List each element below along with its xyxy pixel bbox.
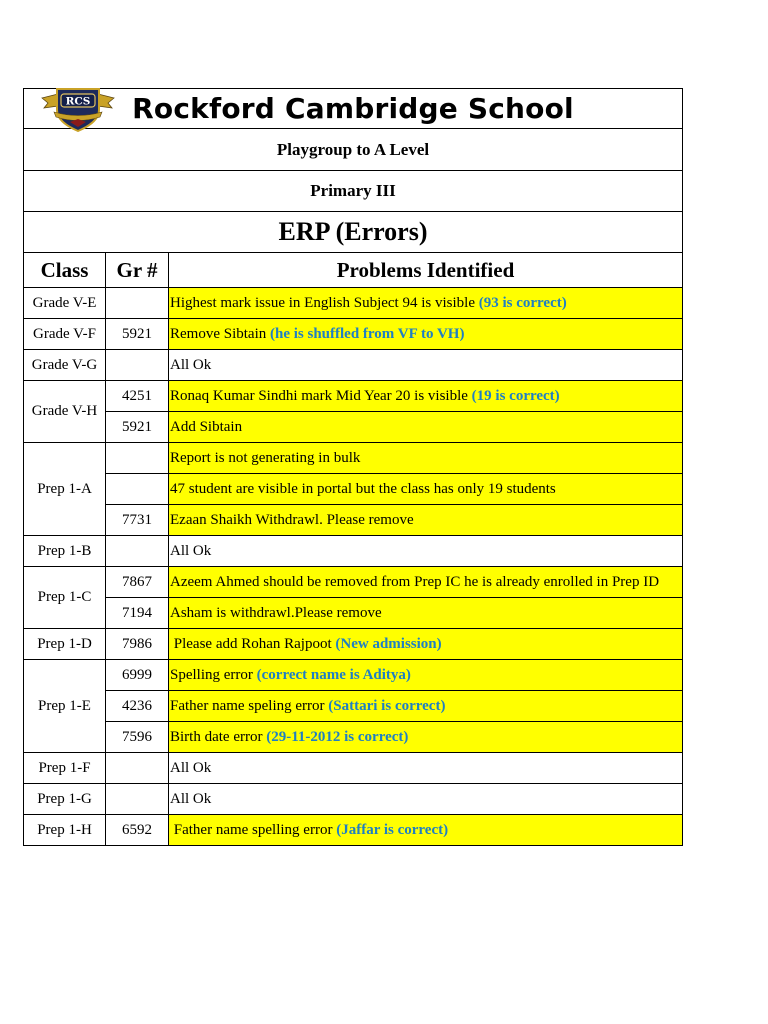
table-row xyxy=(24,412,683,443)
gr-cell xyxy=(106,753,169,784)
gr-cell: 5921 xyxy=(106,412,169,443)
table-row xyxy=(24,598,683,629)
table-row xyxy=(24,319,683,350)
problem-cell xyxy=(169,598,683,629)
problem-cell xyxy=(169,288,683,319)
class-cell: Prep 1-C xyxy=(24,567,106,629)
error-report-sheet xyxy=(23,88,683,846)
gr-cell: 5921 xyxy=(106,319,169,350)
error-table xyxy=(23,88,683,846)
class-cell: Prep 1-E xyxy=(24,660,106,753)
problem-text: 47 student are visible in portal but the class has only 19 students xyxy=(170,480,556,497)
problem-text: Spelling error xyxy=(170,666,257,683)
problem-text: All Ok xyxy=(170,790,212,807)
problem-text: Birth date error xyxy=(170,728,267,745)
title-row xyxy=(24,89,683,129)
gr-cell: 4251 xyxy=(106,381,169,412)
problem-cell xyxy=(169,784,683,815)
gr-cell xyxy=(106,350,169,381)
section-title: Primary III xyxy=(24,171,683,212)
table-row xyxy=(24,567,683,598)
problem-text: Father name speling error xyxy=(170,697,329,714)
class-cell: Grade V-F xyxy=(24,319,106,350)
class-cell: Prep 1-A xyxy=(24,443,106,536)
header-gr: Gr # xyxy=(106,253,169,288)
tagline: Playgroup to A Level xyxy=(24,129,683,171)
school-logo xyxy=(40,86,116,132)
problem-text: All Ok xyxy=(170,356,212,373)
problem-cell xyxy=(169,350,683,381)
problem-text: Highest mark issue in English Subject 94 is visible xyxy=(170,294,479,311)
problem-cell xyxy=(169,443,683,474)
logo-monogram: RCS xyxy=(65,95,91,108)
class-cell: Grade V-E xyxy=(24,288,106,319)
table-row xyxy=(24,536,683,567)
gr-cell: 6592 xyxy=(106,815,169,846)
gr-cell xyxy=(106,288,169,319)
class-cell: Grade V-H xyxy=(24,381,106,443)
gr-cell: 6999 xyxy=(106,660,169,691)
problem-cell xyxy=(169,629,683,660)
table-row xyxy=(24,381,683,412)
gr-cell: 7194 xyxy=(106,598,169,629)
problem-cell xyxy=(169,319,683,350)
problem-text: Remove Sibtain xyxy=(170,325,270,342)
table-row xyxy=(24,350,683,381)
problem-cell xyxy=(169,691,683,722)
problem-text: Ronaq Kumar Sindhi mark Mid Year 20 is visible xyxy=(170,387,472,404)
problem-text: Asham is withdrawl.Please remove xyxy=(170,604,382,621)
gr-cell: 7867 xyxy=(106,567,169,598)
problem-text: All Ok xyxy=(170,542,212,559)
header-problems: Problems Identified xyxy=(169,253,683,288)
problem-note: (19 is correct) xyxy=(471,387,560,404)
class-cell: Prep 1-F xyxy=(24,753,106,784)
gr-cell xyxy=(106,443,169,474)
class-cell: Prep 1-B xyxy=(24,536,106,567)
problem-note: (he is shuffled from VF to VH) xyxy=(270,325,465,342)
problem-cell xyxy=(169,536,683,567)
problem-text: Add Sibtain xyxy=(170,418,243,435)
problem-cell xyxy=(169,753,683,784)
problem-text: Ezaan Shaikh Withdrawl. Please remove xyxy=(170,511,414,528)
problem-note: (Sattari is correct) xyxy=(328,697,446,714)
header-class: Class xyxy=(24,253,106,288)
table-row xyxy=(24,660,683,691)
problem-cell xyxy=(169,505,683,536)
gr-cell xyxy=(106,784,169,815)
class-cell: Grade V-G xyxy=(24,350,106,381)
problem-text: Azeem Ahmed should be removed from Prep IC he is already enrolled in Prep ID xyxy=(170,573,660,590)
problem-note: (Jaffar is correct) xyxy=(336,821,449,838)
problem-note: (29-11-2012 is correct) xyxy=(266,728,409,745)
table-row xyxy=(24,722,683,753)
table-row xyxy=(24,753,683,784)
gr-cell xyxy=(106,536,169,567)
problem-cell xyxy=(169,412,683,443)
problem-cell xyxy=(169,722,683,753)
gr-cell xyxy=(106,474,169,505)
problem-cell xyxy=(169,815,683,846)
table-row xyxy=(24,505,683,536)
class-cell: Prep 1-D xyxy=(24,629,106,660)
problem-cell xyxy=(169,567,683,598)
table-row xyxy=(24,691,683,722)
table-row xyxy=(24,629,683,660)
problem-text: Please add Rohan Rajpoot xyxy=(170,635,336,652)
problem-cell xyxy=(169,474,683,505)
gr-cell: 7596 xyxy=(106,722,169,753)
problem-note: (correct name is Aditya) xyxy=(256,666,411,683)
gr-cell: 7986 xyxy=(106,629,169,660)
class-cell: Prep 1-G xyxy=(24,784,106,815)
tagline-row xyxy=(24,129,683,171)
problem-note: (New admission) xyxy=(335,635,442,652)
header-row xyxy=(24,253,683,288)
problem-cell xyxy=(169,660,683,691)
problem-cell xyxy=(169,381,683,412)
table-row xyxy=(24,784,683,815)
class-cell: Prep 1-H xyxy=(24,815,106,846)
school-name: Rockford Cambridge School xyxy=(132,92,574,125)
section-row xyxy=(24,171,683,212)
table-row xyxy=(24,443,683,474)
report-title: ERP (Errors) xyxy=(24,212,683,253)
gr-cell: 4236 xyxy=(106,691,169,722)
gr-cell: 7731 xyxy=(106,505,169,536)
report-title-row xyxy=(24,212,683,253)
problem-text: Father name spelling error xyxy=(170,821,337,838)
problem-text: Report is not generating in bulk xyxy=(170,449,361,466)
problem-text: All Ok xyxy=(170,759,212,776)
problem-note: (93 is correct) xyxy=(478,294,567,311)
title-cell xyxy=(24,89,683,129)
table-row xyxy=(24,815,683,846)
table-row xyxy=(24,474,683,505)
table-row xyxy=(24,288,683,319)
